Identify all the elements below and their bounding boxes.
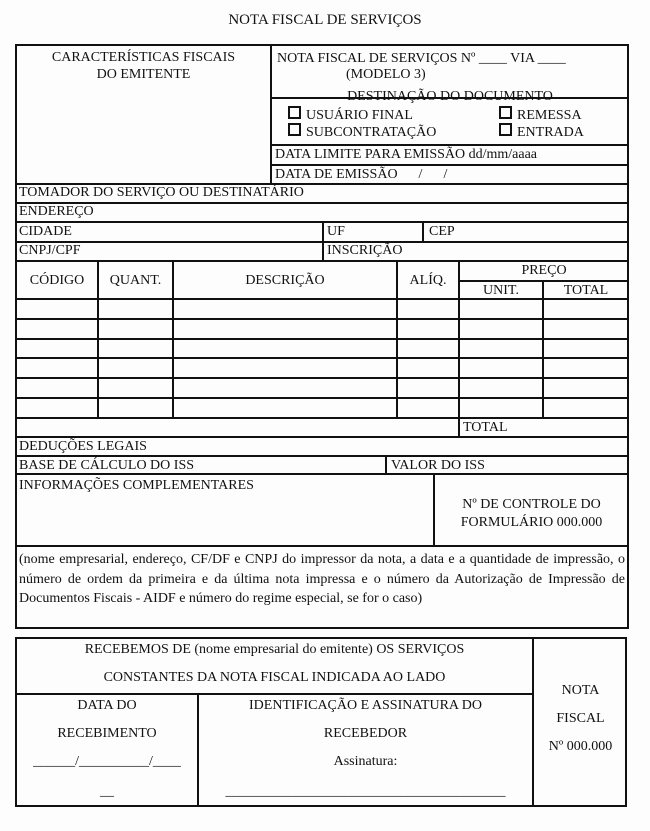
assinatura-line[interactable]: ________________________________________ — [225, 784, 506, 799]
col-aliq: ALÍQ. — [409, 273, 447, 288]
recebemos-line-2: CONSTANTES DA NOTA FISCAL INDICADA AO LADO — [103, 670, 446, 685]
emitente-label-2: DO EMITENTE — [96, 67, 191, 82]
cnpj-field[interactable]: CNPJ/CPF — [19, 243, 81, 258]
data-emissao-field[interactable]: DATA DE EMISSÃO / / — [275, 167, 448, 182]
uf-field[interactable]: UF — [327, 224, 345, 239]
endereco-field[interactable]: ENDEREÇO — [19, 204, 94, 219]
col-unit: UNIT. — [483, 283, 519, 298]
checkbox[interactable] — [288, 106, 301, 119]
identificacao-label-1: IDENTIFICAÇÃO E ASSINATURA DO — [249, 698, 482, 713]
cidade-field[interactable]: CIDADE — [19, 224, 72, 239]
data-recebimento-label-2: RECEBIMENTO — [57, 726, 157, 741]
nota-number: Nº 000.000 — [548, 739, 613, 754]
option-subcontratacao[interactable] — [288, 123, 436, 141]
assinatura-label: Assinatura: — [333, 754, 398, 769]
modelo-label: (MODELO 3) — [346, 67, 426, 82]
controle-label-2: FORMULÁRIO 000.000 — [460, 515, 603, 530]
data-recebimento-label-1: DATA DO — [77, 698, 137, 713]
col-total: TOTAL — [563, 283, 609, 298]
controle-label-1: Nº DE CONTROLE DO — [462, 497, 601, 512]
emitente-label-1: CARACTERÍSTICAS FISCAIS — [51, 50, 236, 65]
data-recebimento-extra: __ — [100, 784, 114, 799]
nota-label-1: NOTA — [561, 683, 600, 698]
recebemos-line-1: RECEBEMOS DE (nome empresarial do emitente) OS SERVIÇOS — [84, 642, 465, 657]
valor-iss-field[interactable]: VALOR DO ISS — [391, 458, 485, 473]
option-label: SUBCONTRATAÇÃO — [306, 125, 437, 140]
option-label: REMESSA — [517, 108, 582, 123]
col-preco: PREÇO — [521, 263, 567, 278]
form-title: NOTA FISCAL DE SERVIÇOS — [228, 12, 422, 28]
col-quant: QUANT. — [109, 273, 162, 288]
inscricao-field[interactable]: INSCRIÇÃO — [327, 243, 403, 258]
col-codigo: CÓDIGO — [29, 273, 85, 288]
cep-field[interactable]: CEP — [429, 224, 455, 239]
option-label: ENTRADA — [517, 125, 584, 140]
nf-number-label: NOTA FISCAL DE SERVIÇOS Nº ____ VIA ____ — [277, 51, 566, 66]
base-calculo-field[interactable]: BASE DE CÁLCULO DO ISS — [19, 458, 195, 473]
col-descricao: DESCRIÇÃO — [245, 273, 325, 288]
option-entrada[interactable] — [499, 123, 584, 141]
deducoes-field[interactable]: DEDUÇÕES LEGAIS — [19, 439, 147, 454]
data-recebimento-field[interactable]: ______/__________/____ — [33, 754, 181, 769]
checkbox[interactable] — [288, 123, 301, 136]
tomador-field[interactable]: TOMADOR DO SERVIÇO OU DESTINATÁRIO — [19, 185, 304, 200]
impressor-info: (nome empresarial, endereço, CF/DF e CNPJ do impressor da nota, a data e a quantidade de impressão, o número de ordem da primeira e da última nota impressa e o número da Autorização de Impressão de Documentos Fiscais - AIDF e número do regime especial, se for o caso) — [19, 552, 625, 606]
nota-label-2: FISCAL — [556, 711, 605, 726]
checkbox[interactable] — [499, 123, 512, 136]
identificacao-label-2: RECEBEDOR — [323, 726, 408, 741]
checkbox[interactable] — [499, 106, 512, 119]
destinacao-label: DESTINAÇÃO DO DOCUMENTO — [347, 89, 553, 104]
option-usuario-final[interactable] — [288, 106, 413, 124]
total-label: TOTAL — [463, 420, 508, 435]
data-limite-field[interactable]: DATA LIMITE PARA EMISSÃO dd/mm/aaaa — [275, 147, 538, 162]
option-label: USUÁRIO FINAL — [306, 108, 413, 123]
option-remessa[interactable] — [499, 106, 582, 124]
info-complementares-field[interactable]: INFORMAÇÕES COMPLEMENTARES — [19, 478, 254, 493]
